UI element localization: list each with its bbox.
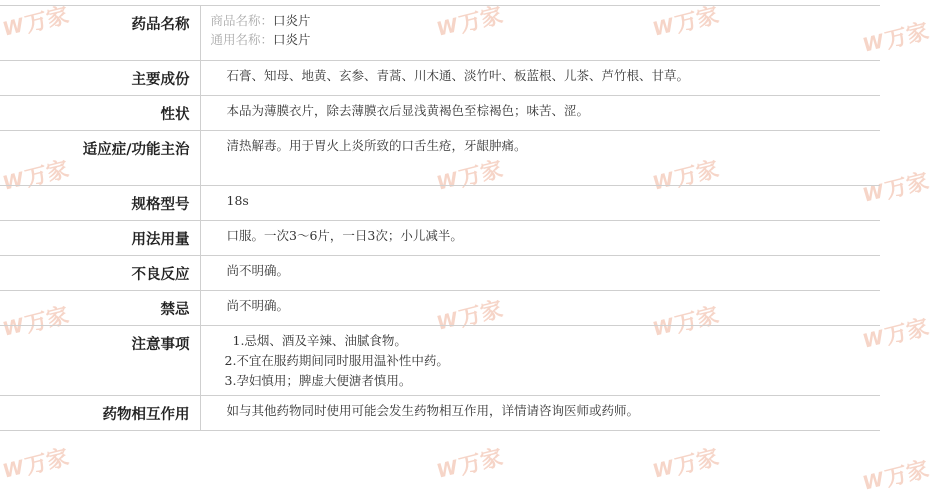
indications-label: 适应症/功能主治 [0,131,200,186]
properties-label: 性状 [0,96,200,131]
precaution-item: 2.不宜在服药期间同时服用温补性中药。 [224,353,449,368]
adverse-value: 尚不明确。 [200,256,880,291]
contraindications-label: 禁忌 [0,291,200,326]
watermark: W 万家 [0,445,72,483]
dosage-value: 口服。一次3～6片，一日3次；小儿减半。 [200,221,880,256]
watermark: W 万家 [860,315,932,353]
interactions-value: 如与其他药物同时使用可能会发生药物相互作用，详情请咨询医师或药师。 [200,396,880,431]
trade-name-line [201,11,881,30]
row-precautions [0,326,880,396]
watermark: W 万家 [860,19,932,57]
contraindications-value: 尚不明确。 [200,291,880,326]
row-properties [0,96,880,131]
generic-name-key: 通用名称： [210,32,274,47]
watermark: W 万家 [860,457,932,495]
precautions-label: 注意事项 [0,326,200,396]
precaution-item: 3.孕妇慎用；脾虚大便溏者慎用。 [224,373,412,388]
row-drug-name [0,6,880,61]
generic-name-line [201,30,881,49]
drug-name-label: 药品名称 [0,6,200,61]
watermark: W 万家 [650,445,722,483]
watermark: W 万家 [0,157,72,195]
generic-name-value: 口炎片 [273,32,311,47]
ingredients-value: 石膏、知母、地黄、玄参、青蒿、川木通、淡竹叶、板蓝根、儿茶、芦竹根、甘草。 [200,61,880,96]
watermark: W 万家 [434,157,506,195]
drug-name-value [200,6,880,61]
row-indications [0,131,880,186]
row-spec [0,186,880,221]
drug-spec-table [0,5,880,431]
row-interactions [0,396,880,431]
watermark: W 万家 [434,297,506,335]
dosage-label: 用法用量 [0,221,200,256]
watermark: W 万家 [434,3,506,41]
trade-name-value: 口炎片 [273,13,311,28]
watermark: W 万家 [0,303,72,341]
row-adverse [0,256,880,291]
watermark: W 万家 [434,445,506,483]
properties-value: 本品为薄膜衣片，除去薄膜衣后显浅黄褐色至棕褐色；味苦、涩。 [200,96,880,131]
indications-value: 清热解毒。用于胃火上炎所致的口舌生疮，牙龈肿痛。 [200,131,880,186]
spec-value: 18s [200,186,880,221]
watermark: W 万家 [650,303,722,341]
row-ingredients [0,61,880,96]
watermark: W 万家 [650,157,722,195]
watermark: W 万家 [650,3,722,41]
trade-name-key: 商品名称： [210,13,274,28]
interactions-label: 药物相互作用 [0,396,200,431]
precaution-item: 1.忌烟、酒及辛辣、油腻食物。 [232,333,407,348]
precautions-value [200,326,880,396]
row-dosage [0,221,880,256]
adverse-label: 不良反应 [0,256,200,291]
watermark: W 万家 [0,3,72,41]
ingredients-label: 主要成份 [0,61,200,96]
watermark: W 万家 [860,169,932,207]
spec-label: 规格型号 [0,186,200,221]
row-contraindications [0,291,880,326]
